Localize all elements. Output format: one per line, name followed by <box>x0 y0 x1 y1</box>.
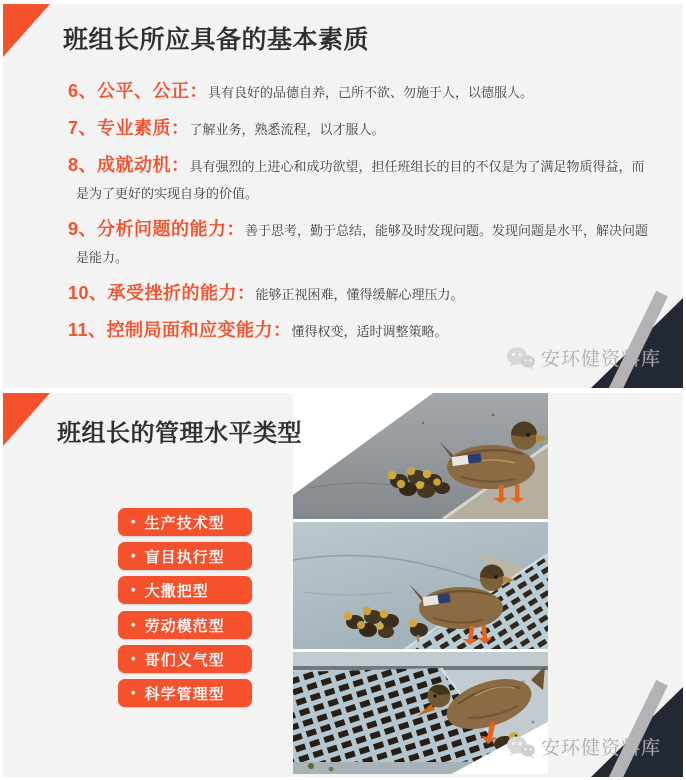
quality-item-6-text: 具有良好的品德自养，己所不欲、勿施于人，以德服人。 <box>208 85 534 100</box>
quality-item-11-text: 懂得权变，适时调整策略。 <box>291 324 448 339</box>
quality-item-11 <box>68 317 654 345</box>
watermark-text: 安环健资料库 <box>540 349 661 370</box>
photo-duck-family-on-road-image <box>293 393 548 519</box>
type-pill-label: 大撒把型 <box>144 582 209 600</box>
quality-item-10 <box>68 280 654 308</box>
bullet-dot: • <box>131 651 136 666</box>
wechat-icon <box>506 735 536 759</box>
quality-item-10-label: 10、承受挫折的能力： <box>68 283 256 303</box>
quality-item-9-label: 9、分析问题的能力： <box>68 219 246 239</box>
bullet-dot: • <box>131 514 136 529</box>
wechat-icon <box>506 346 536 370</box>
slide-basic-qualities <box>3 4 683 388</box>
quality-item-7 <box>68 115 654 143</box>
bullet-dot: • <box>131 582 136 597</box>
quality-item-10-text: 能够正视困难，懂得缓解心理压力。 <box>255 287 464 302</box>
watermark <box>506 344 661 371</box>
type-pill-blind-execution <box>118 542 252 570</box>
quality-item-8-text: 具有强烈的上进心和成功欲望，担任班组长的目的不仅是为了满足物质得益，而是为了更好的实现自身的价值。 <box>76 159 645 201</box>
duck-grate-illustration <box>293 522 548 649</box>
quality-item-7-label: 7、专业素质： <box>68 118 190 138</box>
type-pill-label: 劳动模范型 <box>144 617 225 635</box>
bullet-dot: • <box>131 548 136 563</box>
quality-item-6 <box>68 78 654 106</box>
watermark-text: 安环健资料库 <box>540 738 661 759</box>
orange-corner-decoration <box>3 4 50 57</box>
bullet-dot: • <box>131 685 136 700</box>
orange-corner-decoration <box>3 393 50 446</box>
duck-road-illustration <box>293 393 548 519</box>
quality-item-7-text: 了解业务，熟悉流程，以才服人。 <box>189 122 385 137</box>
slide-management-types <box>3 393 683 777</box>
type-pill-model-worker <box>118 611 252 639</box>
type-pill-buddy-loyalty <box>118 645 252 673</box>
quality-item-list <box>68 78 654 354</box>
slide1-title: 班组长所应具备的基本素质 <box>63 26 370 54</box>
type-pill-label: 哥们义气型 <box>144 651 225 669</box>
type-pill-production-tech <box>118 508 252 536</box>
quality-item-11-label: 11、控制局面和应变能力： <box>68 320 292 340</box>
bullet-dot: • <box>131 617 136 632</box>
photo-collage <box>293 393 548 774</box>
photo-duck-family-at-grate-image <box>293 522 548 649</box>
type-pill-label: 盲目执行型 <box>144 548 225 566</box>
quality-item-9 <box>68 216 654 271</box>
slide2-title: 班组长的管理水平类型 <box>57 420 302 447</box>
type-pill-scientific-management <box>118 679 252 707</box>
watermark <box>506 733 661 760</box>
quality-item-8 <box>68 152 654 207</box>
quality-item-8-label: 8、成就动机： <box>68 155 190 175</box>
type-pill-label: 科学管理型 <box>144 685 225 703</box>
type-pill-label: 生产技术型 <box>144 514 225 532</box>
type-pill-hands-off <box>118 576 252 604</box>
quality-item-6-label: 6、公平、公正： <box>68 81 209 101</box>
quality-item-9-text: 善于思考，勤于总结，能够及时发现问题。发现问题是水平，解决问题是能力。 <box>76 223 649 265</box>
